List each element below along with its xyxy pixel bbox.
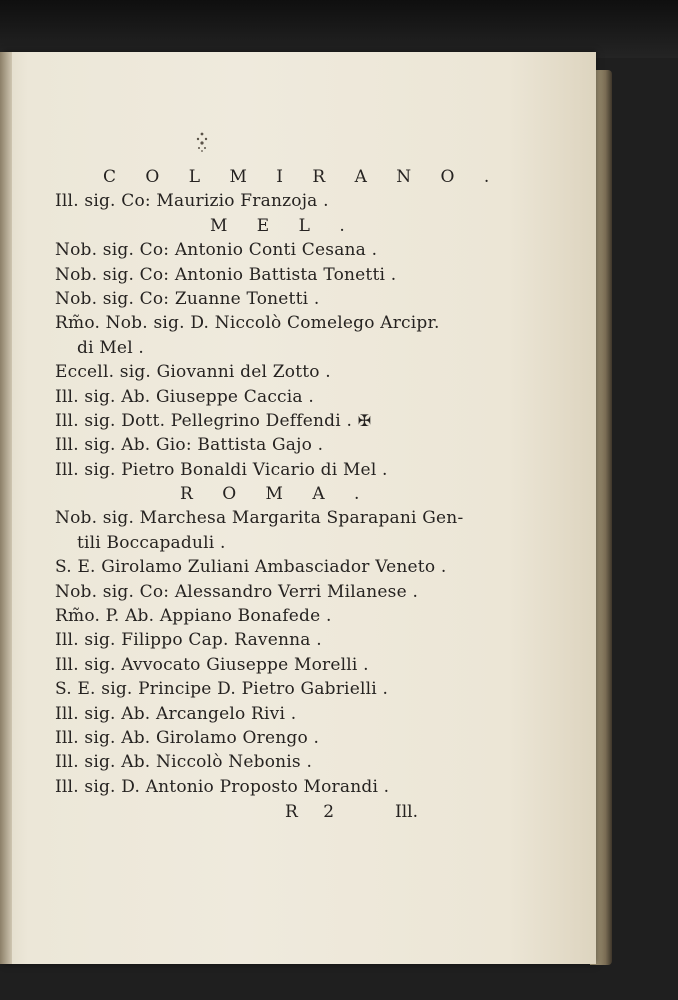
- section-heading-colmirano: C O L M I R A N O .: [103, 167, 502, 187]
- list-entry: Ill. sig. Ab. Giuseppe Caccia .: [55, 386, 314, 407]
- list-entry: Nob. sig. Co: Zuanne Tonetti .: [55, 288, 320, 309]
- scan-background: [0, 0, 678, 58]
- list-entry: Ill. sig. Co: Maurizio Franzoja .: [55, 191, 329, 212]
- list-entry-with-mark: [55, 409, 435, 433]
- list-entry-continuation: di Mel .: [77, 337, 145, 358]
- printer-ornament-icon: [192, 130, 212, 154]
- list-entry: Nob. sig. Co: Alessandro Verri Milanese .: [55, 581, 419, 602]
- list-entry: Ill. sig. D. Antonio Proposto Morandi .: [55, 776, 390, 797]
- list-entry: Rm̃o. Nob. sig. D. Niccolò Comelego Arcipr.: [55, 313, 440, 334]
- subscriber-list: [55, 165, 502, 799]
- list-entry: Rm̃o. P. Ab. Appiano Bonafede .: [55, 606, 332, 627]
- list-entry: Eccell. sig. Giovanni del Zotto .: [55, 362, 331, 383]
- list-entry: S. E. sig. Principe D. Pietro Gabrielli .: [55, 679, 389, 700]
- list-entry: Ill. sig. Filippo Cap. Ravenna .: [55, 630, 322, 651]
- list-entry: Ill. sig. Pietro Bonaldi Vicario di Mel .: [55, 459, 388, 480]
- list-entry: Ill. sig. Ab. Girolamo Orengo .: [55, 727, 320, 748]
- list-entry-continuation: tili Boccapaduli .: [77, 532, 226, 553]
- list-entry: Nob. sig. Marchesa Margarita Sparapani Gen-: [55, 508, 464, 529]
- catchword: Ill.: [395, 802, 418, 822]
- list-entry: Nob. sig. Co: Antonio Battista Tonetti .: [55, 264, 397, 285]
- list-entry: Ill. sig. Ab. Niccolò Nebonis .: [55, 752, 313, 773]
- list-entry-text: Ill. sig. Dott. Pellegrino Deffendi .: [55, 410, 353, 431]
- section-heading-roma: R O M A .: [180, 484, 372, 505]
- page-binding-shadow: [0, 52, 12, 964]
- signature-mark: R 2: [285, 802, 345, 822]
- page-footer: [55, 802, 435, 826]
- list-entry: Ill. sig. Ab. Gio: Battista Gajo .: [55, 435, 324, 456]
- list-entry: Ill. sig. Ab. Arcangelo Rivi .: [55, 703, 297, 724]
- section-heading-mel: M E L .: [210, 215, 357, 236]
- list-entry: Nob. sig. Co: Antonio Conti Cesana .: [55, 240, 378, 261]
- list-entry: Ill. sig. Avvocato Giuseppe Morelli .: [55, 654, 369, 675]
- cross-mark: ✠: [357, 410, 372, 430]
- list-entry: S. E. Girolamo Zuliani Ambasciador Veneto .: [55, 557, 447, 578]
